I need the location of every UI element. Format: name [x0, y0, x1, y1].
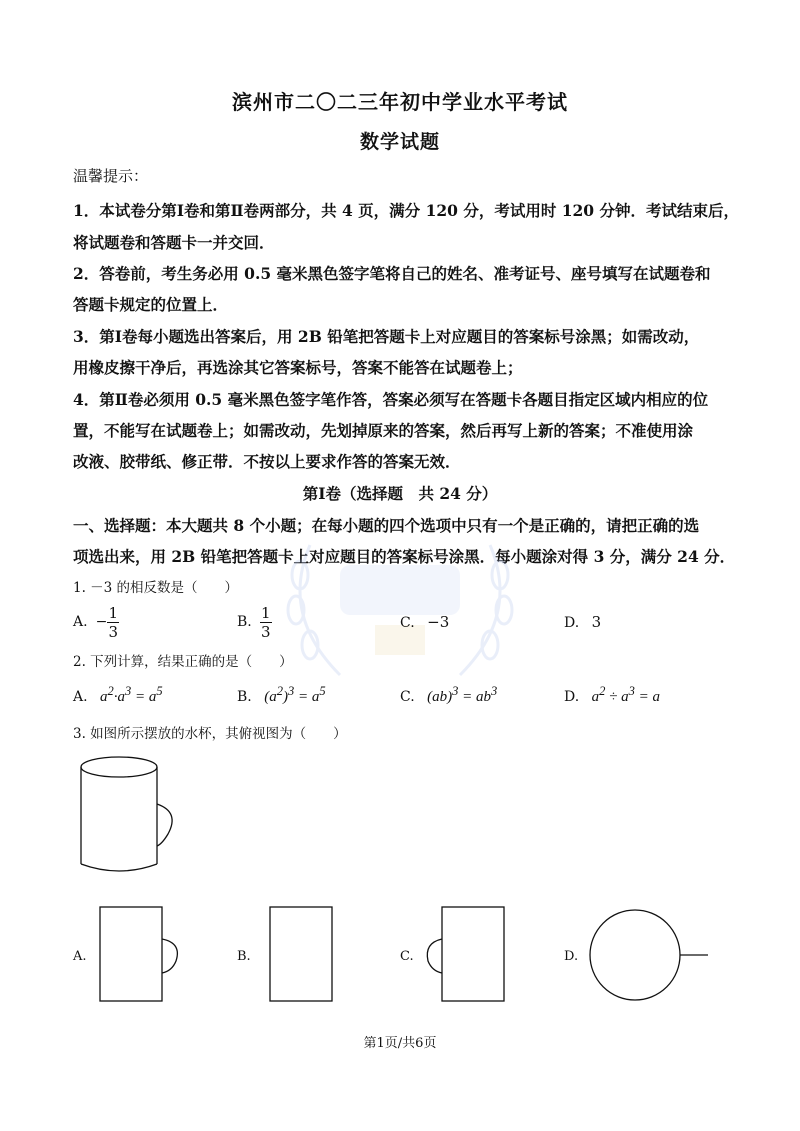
notice-line: 置，不能写在试题卷上；如需改动，先划掉原来的答案，然后再写上新的答案；不准使用涂 — [73, 421, 694, 440]
notice-line: 用橡皮擦干净后，再选涂其它答案标号，答案不能答在试题卷上； — [73, 358, 523, 377]
q1-option-a[interactable] — [73, 604, 119, 640]
q1-option-c[interactable] — [400, 613, 449, 631]
q2-option-d[interactable] — [564, 684, 660, 706]
formula: $(ab)^3 = ab^3$ — [427, 684, 498, 705]
question-2-stem: 2. 下列计算，结果正确的是（ ） — [73, 654, 293, 670]
option-label: A. — [73, 689, 88, 705]
notice-line: 答题卡规定的位置上． — [73, 295, 229, 314]
option-label: C. — [400, 689, 415, 705]
formula: $a^2\cdot a^3 = a^5$ — [100, 684, 163, 705]
q3-option-c-label[interactable]: C. — [400, 949, 414, 964]
q3-option-a-label[interactable]: A. — [73, 949, 87, 964]
option-sign: − — [95, 614, 108, 630]
exam-subtitle: 数学试题 — [359, 131, 440, 153]
denominator: 3 — [108, 622, 119, 641]
notice-line: 1．本试卷分第Ⅰ卷和第Ⅱ卷两部分，共 4 页，满分 120 分，考试用时 120 分钟．考试结束后， — [73, 201, 739, 220]
section-instructions: 一、选择题：本大题共 8 个小题；在每小题的四个选项中只有一个是正确的，请把正确的选 — [73, 516, 700, 535]
numerator: 1 — [108, 603, 119, 622]
section-title: 第Ⅰ卷（选择题 共 24 分） — [302, 484, 498, 503]
notice-line: 2．答卷前，考生务必用 0.5 毫米黑色签字笔将自己的姓名、准考证号、座号填写在试题卷和 — [73, 264, 711, 283]
q2-option-c[interactable] — [400, 684, 497, 706]
q3-option-b-figure[interactable] — [266, 905, 336, 1005]
exam-title: 滨州市二〇二三年初中学业水平考试 — [232, 90, 568, 114]
formula: $a^2 \div a^3 = a$ — [591, 684, 660, 705]
option-label: B. — [237, 614, 252, 630]
fraction — [107, 605, 119, 640]
q3-option-d-figure[interactable] — [588, 908, 713, 1003]
option-label: D. — [564, 615, 580, 631]
question-3-stem: 3. 如图所示摆放的水杯，其俯视图为（ ） — [73, 726, 347, 742]
q3-option-b-label[interactable]: B. — [237, 949, 251, 964]
option-value: 3 — [591, 613, 602, 631]
numerator: 1 — [260, 603, 271, 622]
option-value: −3 — [427, 613, 450, 631]
watermark-logo — [270, 505, 530, 705]
denominator: 3 — [260, 622, 271, 641]
notice-line: 将试题卷和答题卡一并交回． — [73, 233, 275, 252]
q2-option-b[interactable] — [237, 684, 326, 706]
option-label: D. — [564, 689, 580, 705]
notice-heading: 温馨提示： — [73, 167, 149, 185]
formula: $(a^2)^3 = a^5$ — [264, 684, 326, 705]
cup-figure — [72, 752, 182, 882]
q3-option-d-label[interactable]: D. — [564, 949, 579, 964]
option-label: A. — [73, 614, 88, 630]
option-label: C. — [400, 615, 415, 631]
q3-option-c-figure[interactable] — [420, 905, 510, 1005]
q3-option-a-figure[interactable] — [96, 905, 186, 1005]
notice-line: 3．第Ⅰ卷每小题选出答案后，用 2B 铅笔把答题卡上对应题目的答案标号涂黑；如需改动， — [73, 327, 700, 346]
notice-line: 改液、胶带纸、修正带．不按以上要求作答的答案无效． — [73, 452, 461, 471]
fraction — [260, 605, 272, 640]
q1-option-b[interactable] — [237, 604, 272, 640]
q1-option-d[interactable] — [564, 613, 601, 631]
section-instructions: 项选出来，用 2B 铅笔把答题卡上对应题目的答案标号涂黑．每小题涂对得 3 分，满分 24 分． — [73, 547, 736, 566]
q2-option-a[interactable] — [73, 684, 163, 706]
page-footer: 第1页/共6页 — [363, 1036, 437, 1051]
question-1-stem: 1. －3 的相反数是（ ） — [73, 580, 239, 596]
notice-line: 4．第Ⅱ卷必须用 0.5 毫米黑色签字笔作答，答案必须写在答题卡各题目指定区域内相应的位 — [73, 390, 709, 409]
option-label: B. — [237, 689, 252, 705]
